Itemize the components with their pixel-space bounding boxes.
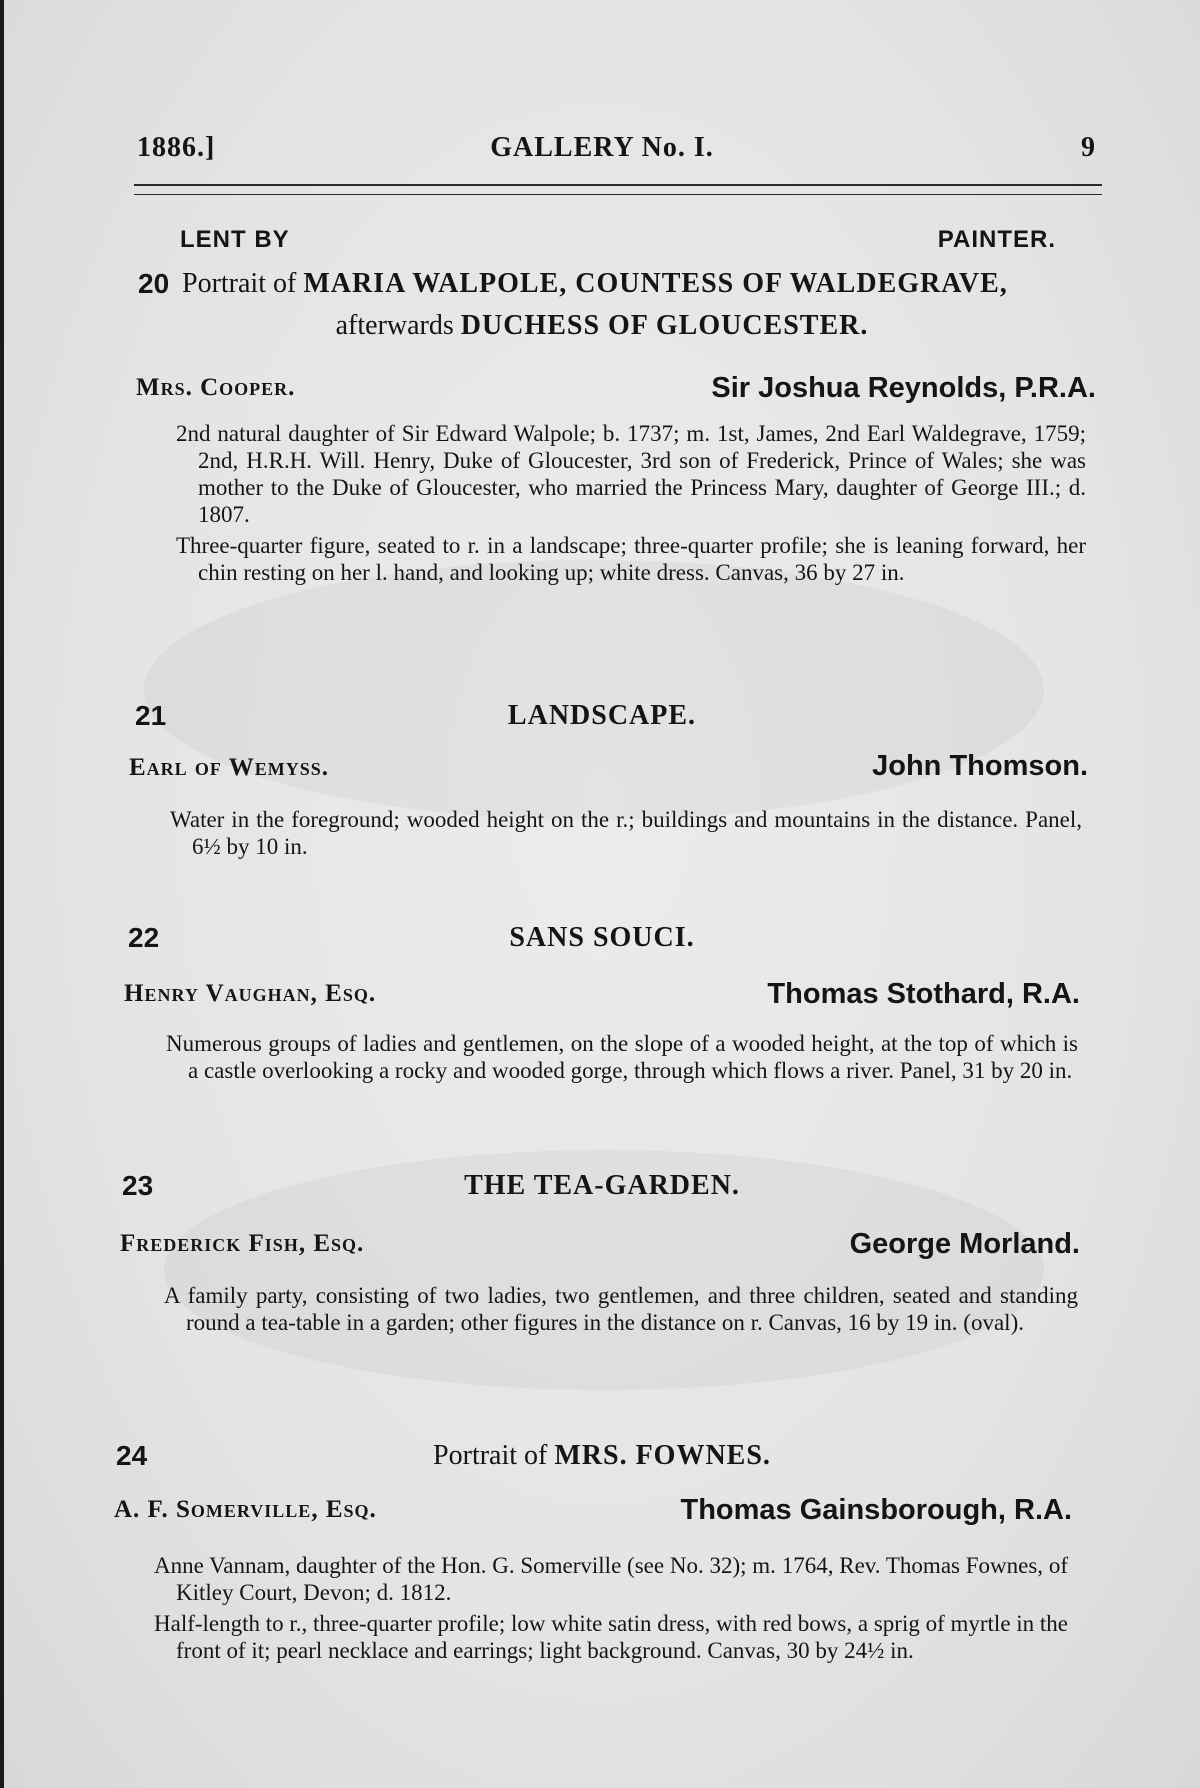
entry-title: THE TEA-GARDEN. [464,1170,740,1201]
painter-name: George Morland. [849,1228,1080,1260]
description-paragraph: Numerous groups of ladies and gentlemen, on the slope of a wooded height, at the top of which is a castle overlooking a rocky and wooded gorge, through which flows a river. Panel, 31 by 20 in. [166,1031,1078,1083]
painter-name: Thomas Gainsborough, R.A. [680,1494,1072,1526]
lender-name: A. F. Somerville, Esq. [114,1496,377,1523]
description-paragraph: A family party, consisting of two ladies, two gentlemen, and three children, seated and standing round a tea-table in a garden; other figures in the distance on r. Canvas, 16 by 19 in. (oval). [164,1283,1078,1335]
title-prefix: Portrait of [182,268,297,299]
title-prefix: afterwards [335,310,454,341]
entry-number: 20 [138,268,170,299]
painter-name: Thomas Stothard, R.A. [767,978,1080,1010]
entry-number: 24 [116,1440,148,1471]
header-rule-top [134,184,1102,186]
header-rule-bottom [134,194,1102,195]
title-name: MRS. FOWNES. [554,1440,771,1471]
lender-name: Earl of Wemyss. [129,754,329,781]
catalogue-page [4,0,1200,1788]
description-paragraph: Anne Vannam, daughter of the Hon. G. Somerville (see No. 32); m. 1764, Rev. Thomas Fownes, of Kitley Court, Devon; d. 1812. [154,1553,1068,1605]
painter-heading: PAINTER. [937,226,1056,253]
entry-number: 22 [128,922,160,953]
description-paragraph: 2nd natural daughter of Sir Edward Walpole; b. 1737; m. 1st, James, 2nd Earl Waldegrave, 1759; 2nd, H.R.H. Will. Henry, Duke of Gloucester, 3rd son of Frederick, Prince of Wales; she was mother to the Duke of Gloucester, who married the Princess Mary, daughter of George III.; d. 1807. [176,421,1086,527]
header-title: GALLERY No. I. [490,132,714,163]
title-prefix: Portrait of [433,1440,548,1471]
header-year: 1886.] [137,132,216,163]
entry-number: 21 [135,700,167,731]
entry-description [170,806,1082,860]
lender-name: Henry Vaughan, Esq. [124,980,377,1007]
title-line-1: MARIA WALPOLE, COUNTESS OF WALDEGRAVE, [303,268,1008,299]
entry-title-continued [4,310,1200,342]
lender-name: Mrs. Cooper. [136,374,296,401]
entry-description [154,1552,1068,1664]
painter-name: Sir Joshua Reynolds, P.R.A. [711,372,1096,404]
title-line-2: DUCHESS OF GLOUCESTER. [460,310,869,341]
entry-description [166,1030,1078,1084]
description-paragraph: Half-length to r., three-quarter profile; low white satin dress, with red bows, a sprig of myrtle in the front of it; pearl necklace and earrings; light background. Canvas, 30 by 24½ in. [154,1611,1069,1663]
page-number: 9 [1081,132,1096,163]
entry-title [182,268,1008,300]
entry-title [4,1440,1200,1472]
lent-by-heading: LENT BY [180,226,290,253]
entry-number: 23 [122,1170,154,1201]
description-paragraph: Water in the foreground; wooded height on the r.; buildings and mountains in the distance. Panel, 6½ by 10 in. [170,807,1082,859]
entry-description [176,420,1086,586]
entry-title: SANS SOUCI. [509,922,695,953]
lender-name: Frederick Fish, Esq. [120,1230,365,1257]
entry-title: LANDSCAPE. [507,700,697,731]
entry-description [164,1282,1078,1336]
painter-name: John Thomson. [872,750,1088,782]
description-paragraph: Three-quarter figure, seated to r. in a landscape; three-quarter profile; she is leaning forward, her chin resting on her l. hand, and looking up; white dress. Canvas, 36 by 27 in. [176,533,1086,585]
